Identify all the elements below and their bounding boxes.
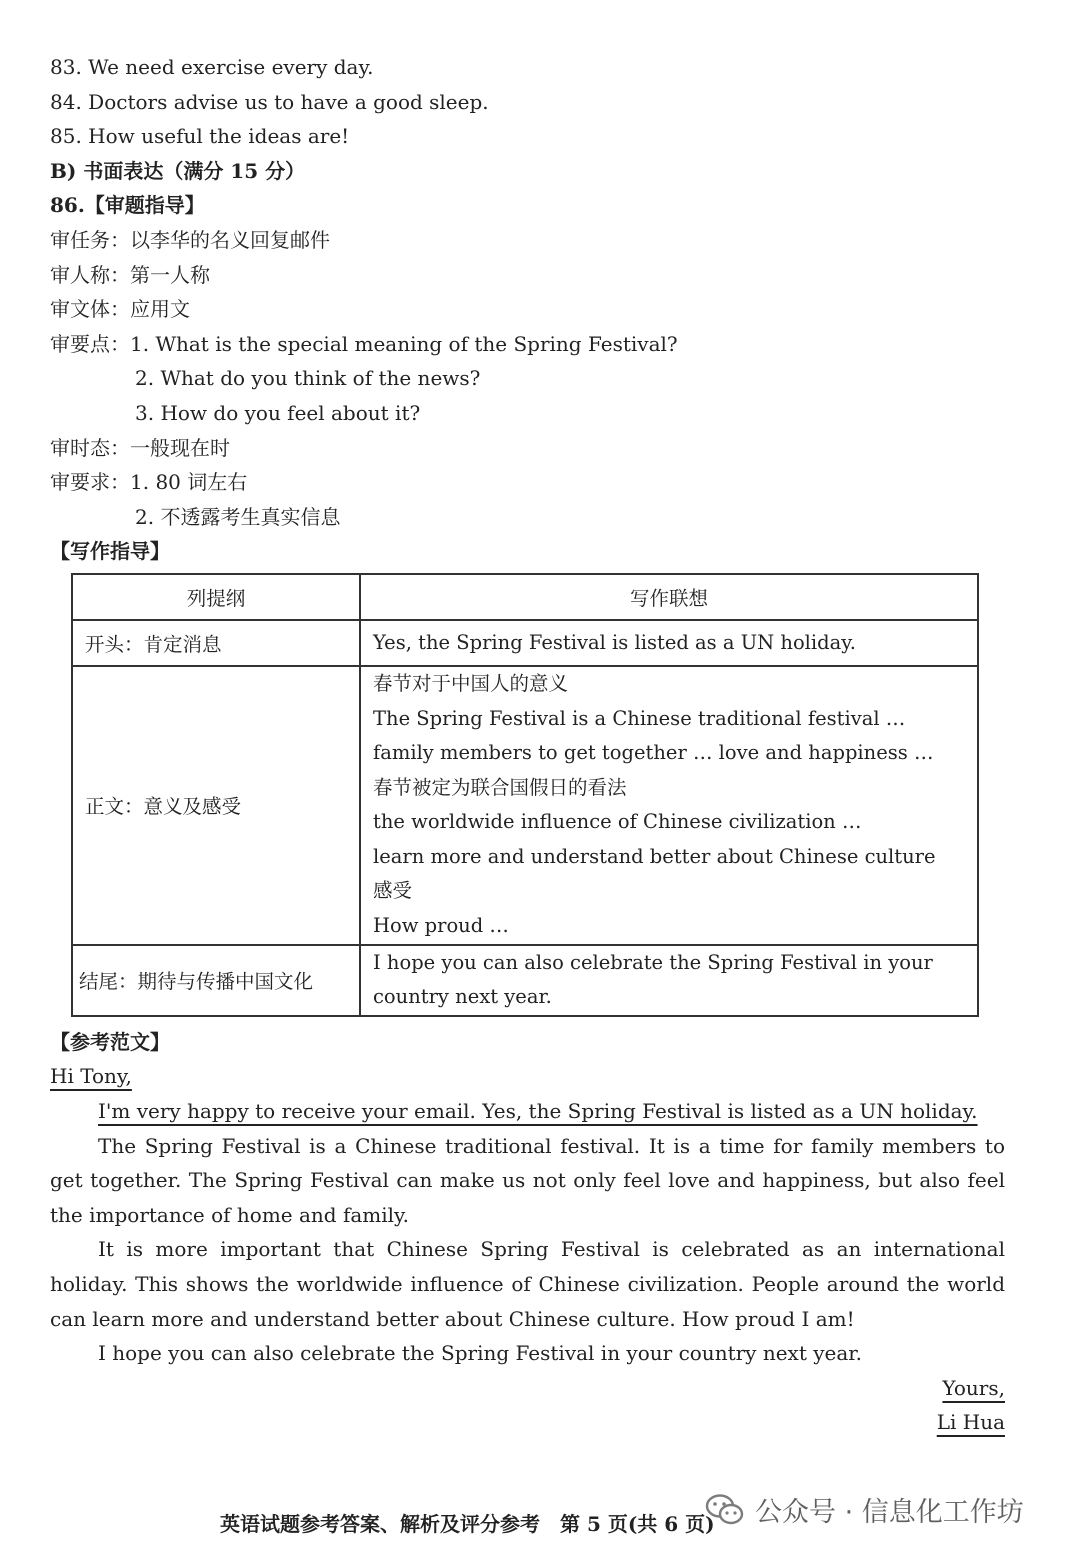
- letter-closing: [50, 1371, 1005, 1406]
- letter-greeting: [50, 1059, 1005, 1094]
- table-row: [72, 945, 978, 1016]
- table-cell-label: 结尾：期待与传播中国文化: [72, 945, 360, 1016]
- idea-line: family members to get together … love and happiness …: [373, 741, 934, 765]
- idea-line: 春节被定为联合国假日的看法: [373, 775, 627, 799]
- answer-84: 84. Doctors advise us to have a good sleep.: [50, 89, 489, 114]
- review-genre: 审文体：应用文: [50, 297, 190, 322]
- model-letter: [50, 1059, 1005, 1440]
- table-row: [72, 620, 978, 666]
- review-point-3: 3. How do you feel about it?: [135, 400, 421, 425]
- answer-83: 83. We need exercise every day.: [50, 55, 374, 79]
- table-header-row: [72, 574, 978, 620]
- idea-line: learn more and understand better about Chinese culture: [373, 844, 936, 868]
- review-point-2: 2. What do you think of the news?: [135, 366, 481, 391]
- idea-line: the worldwide influence of Chinese civilization …: [373, 810, 862, 834]
- idea-line: Yes, the Spring Festival is listed as a UN holiday.: [373, 630, 856, 654]
- review-tense: 审时态：一般现在时: [50, 435, 230, 460]
- review-point-1: 审要点：1. What is the special meaning of the Spring Festival?: [50, 331, 678, 356]
- watermark: [705, 1490, 1024, 1529]
- letter-paragraph-4: I hope you can also celebrate the Spring Festival in your country next year.: [98, 1341, 862, 1366]
- page-footer: 英语试题参考答案、解析及评分参考 第 5 页(共 6 页): [220, 1512, 715, 1536]
- answer-85: 85. How useful the ideas are!: [50, 124, 350, 149]
- closing-text: Yours,: [942, 1375, 1005, 1400]
- idea-line: 春节对于中国人的意义: [373, 671, 569, 695]
- question-86-heading: 86.【审题指导】: [50, 193, 205, 218]
- review-requirement-2: 2. 不透露考生真实信息: [135, 504, 341, 529]
- section-heading-writing: B) 书面表达（满分 15 分）: [50, 158, 306, 183]
- table-cell-label: 开头：肯定消息: [72, 620, 360, 666]
- review-task: 审任务：以李华的名义回复邮件: [50, 227, 330, 252]
- idea-line: I hope you can also celebrate the Spring Festival in your: [373, 950, 933, 974]
- idea-line: country next year.: [373, 985, 552, 1009]
- table-cell-ideas: [360, 666, 978, 945]
- review-requirement-1: 审要求：1. 80 词左右: [50, 470, 248, 495]
- writing-guide-table: [71, 573, 979, 1017]
- wechat-icon: [705, 1493, 745, 1527]
- table-row: [72, 666, 978, 945]
- table-header-ideas: 写作联想: [360, 574, 978, 620]
- signature-text: Li Hua: [936, 1410, 1005, 1435]
- letter-paragraph-3: It is more important that Chinese Spring Festival is celebrated as an international holiday. This shows the worldwide influence of Chinese civilization. People around the world can learn more and understand better about Chinese culture. How proud I am!: [50, 1237, 1005, 1331]
- writing-guide-heading: 【写作指导】: [50, 539, 170, 564]
- idea-line: How proud …: [373, 914, 509, 938]
- letter-paragraph-2: The Spring Festival is a Chinese traditional festival. It is a time for family members to get together. The Spring Festival can make us not only feel love and happiness, but also feel the importance of home and family.: [50, 1133, 1005, 1227]
- table-cell-ideas: [360, 945, 978, 1016]
- answer-page: [50, 50, 1005, 1440]
- greeting-text: Hi Tony,: [50, 1064, 132, 1089]
- table-cell-ideas: [360, 620, 978, 666]
- letter-paragraph-1: I'm very happy to receive your email. Yes, the Spring Festival is listed as a UN holiday.: [98, 1099, 978, 1124]
- table-header-outline: 列提纲: [72, 574, 360, 620]
- letter-signature: [50, 1405, 1005, 1440]
- idea-line: 感受: [373, 879, 413, 903]
- review-person: 审人称：第一人称: [50, 262, 210, 287]
- table-cell-label: 正文：意义及感受: [72, 666, 360, 945]
- watermark-text: 公众号 · 信息化工作坊: [755, 1497, 1024, 1528]
- idea-line: The Spring Festival is a Chinese traditional festival …: [373, 706, 906, 730]
- model-essay-heading: 【参考范文】: [50, 1029, 170, 1054]
